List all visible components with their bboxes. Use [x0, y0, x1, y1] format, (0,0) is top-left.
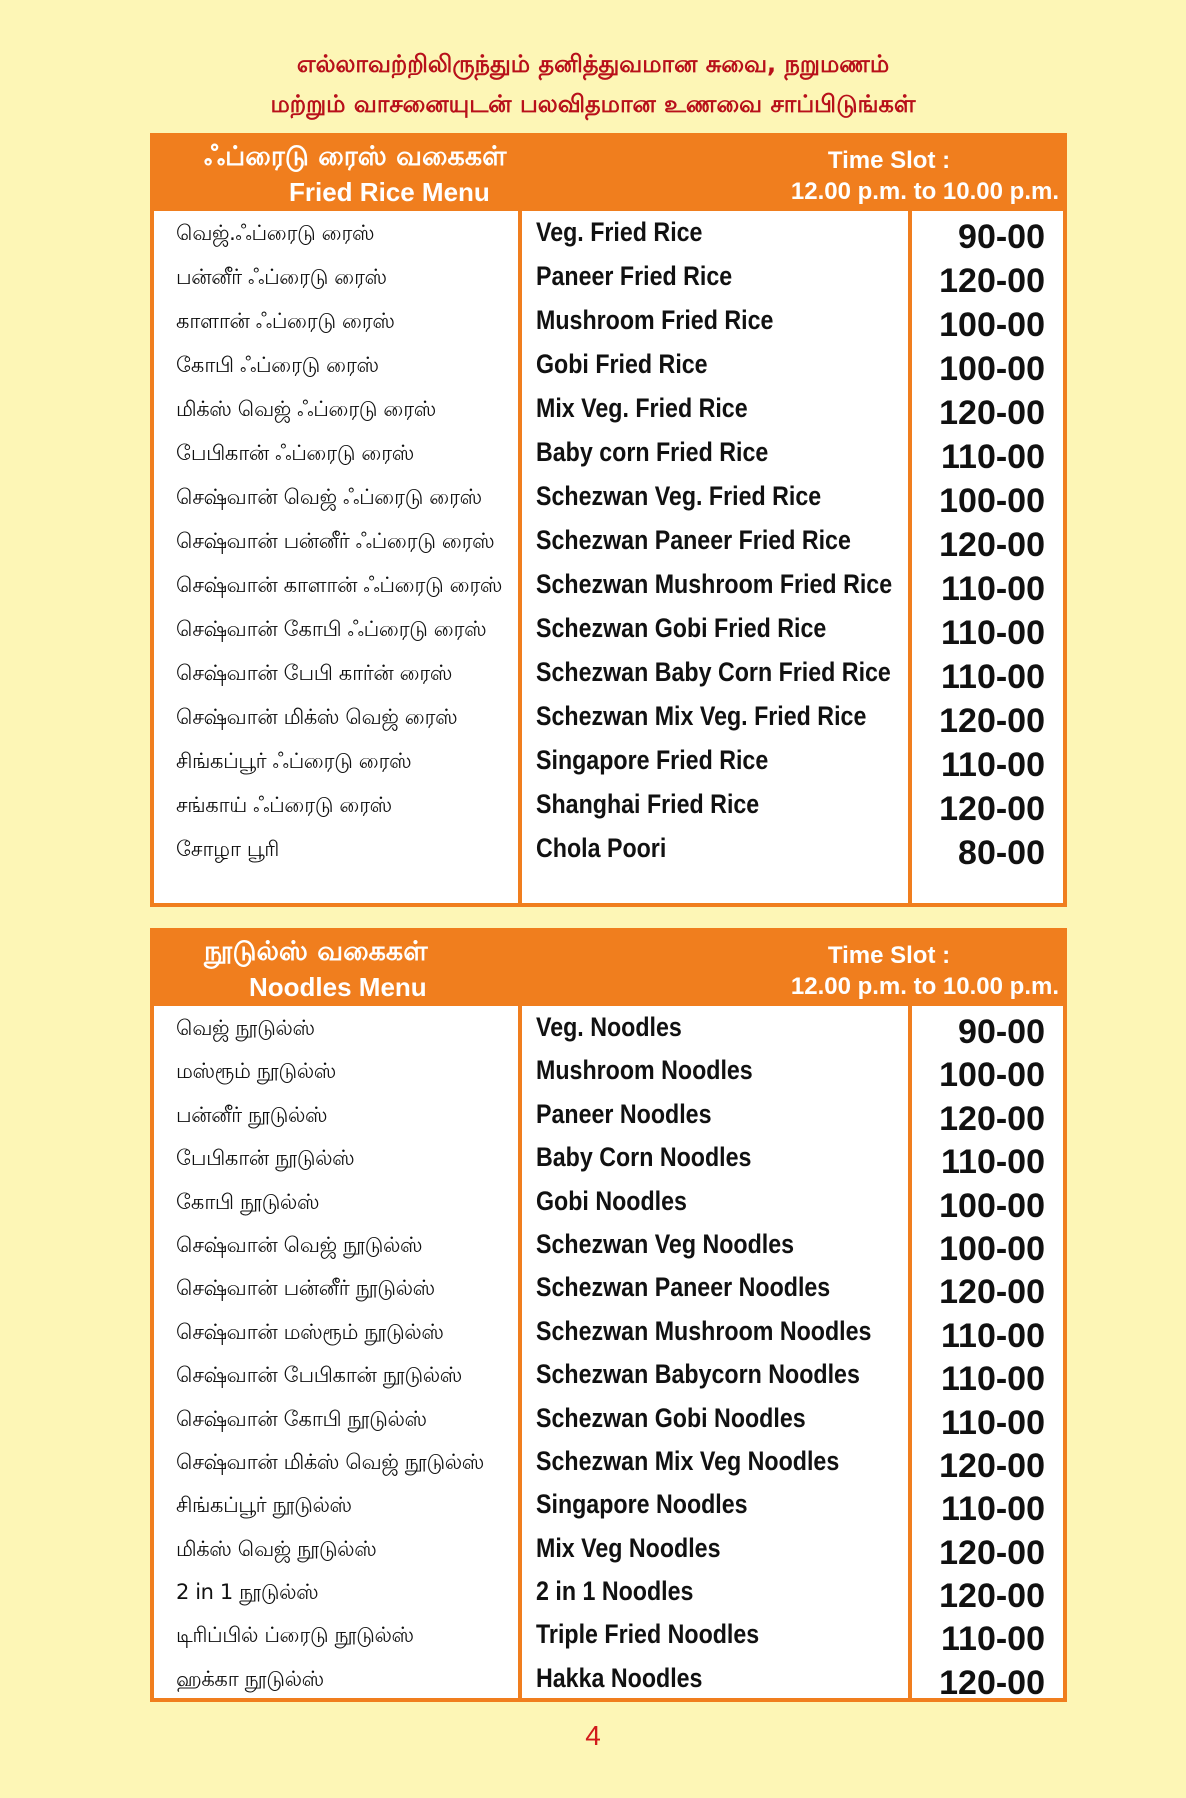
time-slot-value: 12.00 p.m. to 10.00 p.m.	[790, 178, 1059, 205]
noodles-items	[154, 1006, 1063, 1700]
item-name-english: Schezwan Gobi Noodles	[536, 1402, 806, 1433]
menu-item-row	[154, 519, 1063, 563]
item-name-english: Mix Veg Noodles	[536, 1532, 721, 1563]
noodles-title-tamil: நூடுல்ஸ் வகைகள்	[204, 936, 428, 967]
menu-item-row	[154, 1180, 1063, 1223]
menu-item-row	[154, 299, 1063, 343]
item-price: 120-00	[939, 262, 1045, 300]
item-name-english: Schezwan Veg. Fried Rice	[536, 481, 822, 511]
menu-item-row	[154, 475, 1063, 519]
item-price: 120-00	[939, 1663, 1045, 1702]
item-price: 110-00	[941, 614, 1045, 652]
item-price: 100-00	[939, 1056, 1045, 1095]
menu-item-row	[154, 387, 1063, 431]
item-name-tamil: டிரிப்பில் ப்ரைடு நூடுல்ஸ்	[176, 1623, 414, 1648]
menu-item-row	[154, 607, 1063, 651]
item-name-tamil: பன்னீர் நூடுல்ஸ்	[176, 1102, 328, 1127]
item-name-tamil: பன்னீர் ஃப்ரைடு ரைஸ்	[176, 265, 387, 289]
item-name-english: Shanghai Fried Rice	[536, 789, 760, 819]
item-name-english: Schezwan Mushroom Noodles	[536, 1315, 872, 1346]
item-price: 120-00	[939, 790, 1045, 828]
item-price: 110-00	[941, 1316, 1045, 1355]
item-name-english: Schezwan Gobi Fried Rice	[536, 613, 827, 643]
fried-rice-header	[154, 137, 1063, 211]
item-price: 120-00	[939, 1533, 1045, 1572]
item-price: 120-00	[939, 1446, 1045, 1485]
item-name-tamil: பேபிகான் ஃப்ரைடு ரைஸ்	[176, 441, 414, 465]
fried-rice-title-tamil: ஃப்ரைடு ரைஸ் வகைகள்	[204, 141, 507, 172]
item-name-english: Gobi Fried Rice	[536, 349, 708, 379]
item-name-english: Gobi Noodles	[536, 1185, 687, 1216]
item-name-tamil: சிங்கப்பூர் நூடுல்ஸ்	[176, 1493, 352, 1518]
item-name-tamil: மஸ்ரூம் நூடுல்ஸ்	[176, 1059, 336, 1084]
menu-item-row	[154, 255, 1063, 299]
noodles-menu	[150, 928, 1067, 1702]
item-price: 100-00	[939, 1229, 1045, 1268]
menu-item-row	[154, 1483, 1063, 1529]
item-name-english: Schezwan Babycorn Noodles	[536, 1359, 860, 1390]
item-price: 110-00	[941, 1143, 1045, 1182]
menu-item-row	[154, 1353, 1063, 1399]
menu-item-row	[154, 431, 1063, 475]
item-name-english: Schezwan Paneer Fried Rice	[536, 525, 851, 555]
item-price: 110-00	[941, 1403, 1045, 1442]
menu-item-row	[154, 695, 1063, 739]
menu-item-row	[154, 1310, 1063, 1353]
menu-item-row	[154, 1266, 1063, 1312]
fried-rice-menu	[150, 133, 1067, 907]
fried-rice-time-slot	[729, 145, 1059, 207]
page-number: 4	[585, 1720, 601, 1751]
item-name-tamil: மிக்ஸ் வெஜ் நூடுல்ஸ்	[176, 1536, 377, 1561]
item-name-tamil: செஷ்வான் பேபிகான் நூடுல்ஸ்	[176, 1363, 462, 1388]
item-name-tamil: செஷ்வான் கோபி நூடுல்ஸ்	[176, 1406, 427, 1431]
noodles-time-slot	[729, 940, 1059, 1002]
item-name-english: Mix Veg. Fried Rice	[536, 393, 748, 423]
time-slot-label: Time Slot :	[827, 942, 951, 969]
item-price: 120-00	[939, 1577, 1045, 1616]
menu-item-row	[154, 1570, 1063, 1616]
item-price: 120-00	[939, 394, 1045, 432]
item-name-tamil: ஹக்கா நூடுல்ஸ்	[176, 1666, 324, 1691]
tagline-line-1: எல்லாவற்றிலிருந்தும் தனித்துவமான சுவை, நறுமணம்	[296, 50, 890, 78]
item-price: 100-00	[939, 350, 1045, 388]
item-name-tamil: சிங்கப்பூர் ஃப்ரைடு ரைஸ்	[176, 749, 412, 773]
item-price: 120-00	[939, 1273, 1045, 1312]
item-price: 100-00	[939, 1186, 1045, 1225]
item-name-tamil: பேபிகான் நூடுல்ஸ்	[176, 1146, 355, 1171]
menu-item-row	[154, 651, 1063, 695]
item-name-tamil: செஷ்வான் மஸ்ரூம் நூடுல்ஸ்	[176, 1319, 444, 1344]
item-name-tamil: செஷ்வான் பன்னீர் நூடுல்ஸ்	[176, 1276, 435, 1301]
item-name-english: Singapore Fried Rice	[536, 745, 769, 775]
item-name-tamil: சங்காய் ஃப்ரைடு ரைஸ்	[176, 793, 392, 817]
item-name-english: Schezwan Paneer Noodles	[536, 1272, 831, 1303]
item-name-english: Schezwan Baby Corn Fried Rice	[536, 657, 891, 687]
item-name-tamil: செஷ்வான் கோபி ஃப்ரைடு ரைஸ்	[176, 617, 487, 641]
item-name-tamil: செஷ்வான் வெஜ் ஃப்ரைடு ரைஸ்	[176, 485, 482, 509]
item-price: 110-00	[941, 1360, 1045, 1399]
menu-item-row	[154, 739, 1063, 783]
item-name-english: Schezwan Mix Veg. Fried Rice	[536, 701, 867, 731]
time-slot-label: Time Slot :	[827, 147, 951, 174]
item-name-tamil: செஷ்வான் பன்னீர் ஃப்ரைடு ரைஸ்	[176, 529, 495, 553]
item-name-english: Hakka Noodles	[536, 1662, 703, 1693]
item-name-tamil: செஷ்வான் மிக்ஸ் வெஜ் ரைஸ்	[176, 705, 458, 729]
item-price: 110-00	[941, 1620, 1045, 1659]
menu-item-row	[154, 1223, 1063, 1266]
menu-item-row	[154, 1527, 1063, 1570]
item-name-english: Schezwan Veg Noodles	[536, 1228, 795, 1259]
item-price: 90-00	[958, 1013, 1045, 1051]
item-name-tamil: 2 in 1 நூடுல்ஸ்	[176, 1580, 319, 1605]
item-name-english: Veg. Noodles	[536, 1012, 682, 1042]
item-name-tamil: சோழா பூரி	[176, 837, 279, 861]
item-name-english: 2 in 1 Noodles	[536, 1576, 694, 1607]
item-name-english: Paneer Fried Rice	[536, 261, 733, 291]
time-slot-value: 12.00 p.m. to 10.00 p.m.	[790, 973, 1059, 1000]
item-name-tamil: செஷ்வான் பேபி கார்ன் ரைஸ்	[176, 661, 453, 685]
item-price: 110-00	[941, 658, 1045, 696]
item-name-english: Veg. Fried Rice	[536, 217, 703, 247]
item-name-tamil: கோபி ஃப்ரைடு ரைஸ்	[176, 353, 379, 377]
menu-item-row	[154, 563, 1063, 607]
fried-rice-items	[154, 211, 1063, 871]
item-name-english: Mushroom Noodles	[536, 1055, 753, 1086]
item-price: 100-00	[939, 306, 1045, 344]
item-name-english: Schezwan Mushroom Fried Rice	[536, 569, 893, 599]
item-price: 110-00	[941, 1490, 1045, 1529]
menu-item-row	[154, 343, 1063, 387]
item-price: 80-00	[958, 834, 1045, 872]
item-name-english: Mushroom Fried Rice	[536, 305, 774, 335]
item-price: 120-00	[939, 702, 1045, 740]
item-name-tamil: காளான் ஃப்ரைடு ரைஸ்	[176, 309, 395, 333]
noodles-header	[154, 932, 1063, 1006]
item-name-tamil: செஷ்வான் வெஜ் நூடுல்ஸ்	[176, 1232, 423, 1257]
fried-rice-title-english: Fried Rice Menu	[289, 177, 490, 207]
item-price: 110-00	[941, 746, 1045, 784]
item-price: 100-00	[939, 482, 1045, 520]
menu-item-row	[154, 1006, 1063, 1049]
menu-item-row	[154, 1049, 1063, 1095]
menu-item-row	[154, 783, 1063, 827]
item-name-english: Schezwan Mix Veg Noodles	[536, 1445, 840, 1476]
menu-item-row	[154, 1136, 1063, 1182]
item-name-tamil: வெஜ்.ஃப்ரைடு ரைஸ்	[176, 221, 375, 245]
item-name-tamil: மிக்ஸ் வெஜ் ஃப்ரைடு ரைஸ்	[176, 397, 436, 421]
item-name-tamil: கோபி நூடுல்ஸ்	[176, 1189, 320, 1214]
menu-item-row	[154, 1397, 1063, 1440]
item-price: 110-00	[941, 570, 1045, 608]
item-name-english: Triple Fried Noodles	[536, 1619, 760, 1650]
tagline-line-2: மற்றும் வாசனையுடன் பலவிதமான உணவை சாப்பிடுங்கள்	[270, 90, 916, 118]
noodles-title-english: Noodles Menu	[249, 972, 427, 1002]
item-price: 120-00	[939, 1099, 1045, 1138]
menu-item-row	[154, 827, 1063, 871]
item-name-english: Singapore Noodles	[536, 1489, 748, 1520]
item-name-english: Paneer Noodles	[536, 1098, 712, 1129]
item-price: 110-00	[941, 438, 1045, 476]
menu-item-row	[154, 211, 1063, 255]
menu-item-row	[154, 1613, 1063, 1659]
item-price: 90-00	[958, 218, 1045, 256]
item-name-tamil: செஷ்வான் காளான் ஃப்ரைடு ரைஸ்	[176, 573, 503, 597]
item-name-english: Chola Poori	[536, 833, 667, 863]
menu-item-row	[154, 1657, 1063, 1700]
item-name-tamil: வெஜ் நூடுல்ஸ்	[176, 1016, 315, 1040]
item-price: 120-00	[939, 526, 1045, 564]
menu-item-row	[154, 1093, 1063, 1136]
item-name-tamil: செஷ்வான் மிக்ஸ் வெஜ் நூடுல்ஸ்	[176, 1449, 484, 1474]
item-name-english: Baby corn Fried Rice	[536, 437, 769, 467]
menu-item-row	[154, 1440, 1063, 1483]
item-name-english: Baby Corn Noodles	[536, 1142, 752, 1173]
